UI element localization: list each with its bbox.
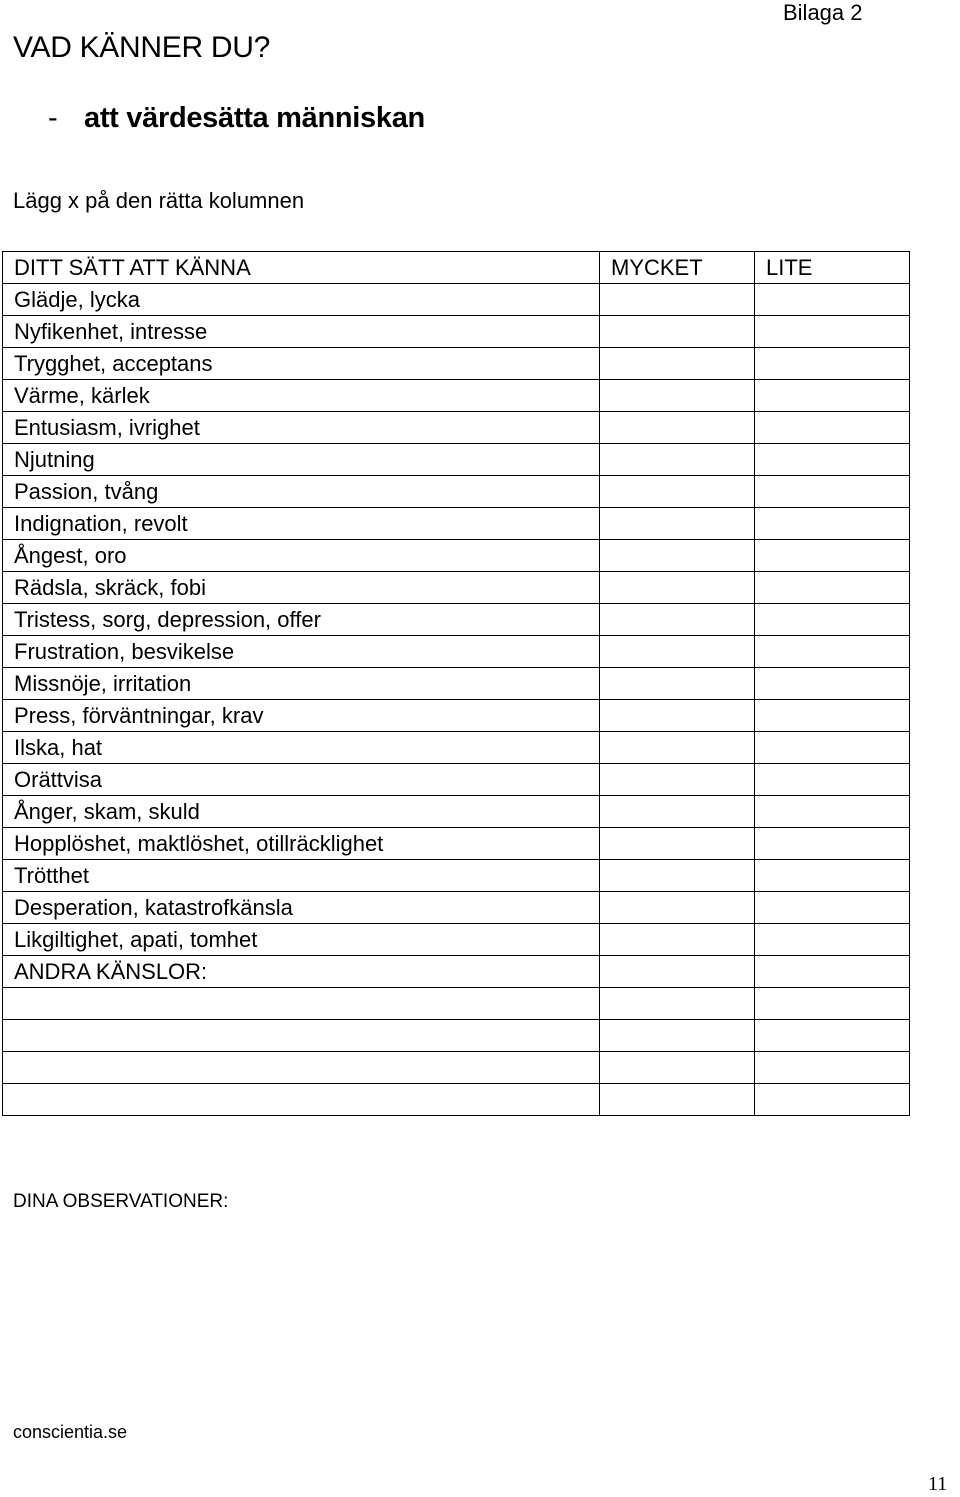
feeling-label: Missnöje, irritation bbox=[3, 668, 600, 700]
mycket-cell[interactable] bbox=[600, 476, 755, 508]
lite-cell[interactable] bbox=[755, 284, 910, 316]
table-row bbox=[3, 828, 910, 860]
mycket-cell[interactable] bbox=[600, 1052, 755, 1084]
lite-cell[interactable] bbox=[755, 348, 910, 380]
lite-cell[interactable] bbox=[755, 732, 910, 764]
lite-cell[interactable] bbox=[755, 860, 910, 892]
lite-cell[interactable] bbox=[755, 636, 910, 668]
lite-cell[interactable] bbox=[755, 1084, 910, 1116]
lite-cell[interactable] bbox=[755, 316, 910, 348]
feeling-label: Press, förväntningar, krav bbox=[3, 700, 600, 732]
table-row bbox=[3, 604, 910, 636]
table-row bbox=[3, 764, 910, 796]
mycket-cell[interactable] bbox=[600, 636, 755, 668]
mycket-cell[interactable] bbox=[600, 604, 755, 636]
mycket-cell[interactable] bbox=[600, 572, 755, 604]
feeling-label: Likgiltighet, apati, tomhet bbox=[3, 924, 600, 956]
table-row bbox=[3, 700, 910, 732]
lite-cell[interactable] bbox=[755, 508, 910, 540]
feeling-label: Frustration, besvikelse bbox=[3, 636, 600, 668]
lite-cell[interactable] bbox=[755, 764, 910, 796]
page-subtitle bbox=[48, 100, 425, 136]
lite-cell[interactable] bbox=[755, 892, 910, 924]
table-row bbox=[3, 1020, 910, 1052]
lite-cell[interactable] bbox=[755, 924, 910, 956]
footer-site: conscientia.se bbox=[13, 1422, 128, 1442]
lite-cell[interactable] bbox=[755, 604, 910, 636]
mycket-cell[interactable] bbox=[600, 348, 755, 380]
table-row bbox=[3, 572, 910, 604]
lite-cell[interactable] bbox=[755, 1020, 910, 1052]
lite-cell[interactable] bbox=[755, 540, 910, 572]
lite-cell[interactable] bbox=[755, 476, 910, 508]
feeling-label: Orättvisa bbox=[3, 764, 600, 796]
mycket-cell[interactable] bbox=[600, 956, 755, 988]
lite-cell[interactable] bbox=[755, 988, 910, 1020]
lite-cell[interactable] bbox=[755, 444, 910, 476]
table-row bbox=[3, 380, 910, 412]
attachment-label: Bilaga 2 bbox=[783, 0, 863, 25]
table-row bbox=[3, 956, 910, 988]
feeling-label: Glädje, lycka bbox=[3, 284, 600, 316]
feeling-label bbox=[3, 988, 600, 1020]
mycket-cell[interactable] bbox=[600, 444, 755, 476]
mycket-cell[interactable] bbox=[600, 316, 755, 348]
feelings-table-body bbox=[3, 252, 910, 1116]
feeling-label: Trygghet, acceptans bbox=[3, 348, 600, 380]
table-row bbox=[3, 988, 910, 1020]
table-row bbox=[3, 348, 910, 380]
table-row bbox=[3, 1052, 910, 1084]
table-row bbox=[3, 892, 910, 924]
lite-cell[interactable] bbox=[755, 956, 910, 988]
table-row bbox=[3, 508, 910, 540]
feeling-label bbox=[3, 1020, 600, 1052]
page-title: VAD KÄNNER DU? bbox=[13, 31, 270, 64]
header-mycket: MYCKET bbox=[600, 252, 755, 284]
feeling-label bbox=[3, 1052, 600, 1084]
mycket-cell[interactable] bbox=[600, 540, 755, 572]
mycket-cell[interactable] bbox=[600, 668, 755, 700]
feeling-label: Nyfikenhet, intresse bbox=[3, 316, 600, 348]
mycket-cell[interactable] bbox=[600, 892, 755, 924]
feeling-label: Rädsla, skräck, fobi bbox=[3, 572, 600, 604]
table-row bbox=[3, 284, 910, 316]
feeling-label: Värme, kärlek bbox=[3, 380, 600, 412]
header-lite: LITE bbox=[755, 252, 910, 284]
mycket-cell[interactable] bbox=[600, 1084, 755, 1116]
mycket-cell[interactable] bbox=[600, 380, 755, 412]
mycket-cell[interactable] bbox=[600, 796, 755, 828]
table-row bbox=[3, 476, 910, 508]
table-row bbox=[3, 924, 910, 956]
feeling-label: Ångest, oro bbox=[3, 540, 600, 572]
mycket-cell[interactable] bbox=[600, 860, 755, 892]
table-row bbox=[3, 732, 910, 764]
table-row bbox=[3, 860, 910, 892]
feeling-label bbox=[3, 1084, 600, 1116]
mycket-cell[interactable] bbox=[600, 988, 755, 1020]
mycket-cell[interactable] bbox=[600, 1020, 755, 1052]
instruction-text: Lägg x på den rätta kolumnen bbox=[13, 188, 305, 213]
feeling-label: Njutning bbox=[3, 444, 600, 476]
mycket-cell[interactable] bbox=[600, 284, 755, 316]
table-row bbox=[3, 668, 910, 700]
table-row bbox=[3, 316, 910, 348]
page-number: 11 bbox=[928, 1473, 948, 1495]
table-row bbox=[3, 636, 910, 668]
feeling-label: Indignation, revolt bbox=[3, 508, 600, 540]
subtitle-text: att värdesätta människan bbox=[84, 102, 425, 134]
feeling-label: Desperation, katastrofkänsla bbox=[3, 892, 600, 924]
lite-cell[interactable] bbox=[755, 668, 910, 700]
feeling-label: Hopplöshet, maktlöshet, otillräcklighet bbox=[3, 828, 600, 860]
lite-cell[interactable] bbox=[755, 412, 910, 444]
feeling-label: Trötthet bbox=[3, 860, 600, 892]
table-row bbox=[3, 412, 910, 444]
table-header-row bbox=[3, 252, 910, 284]
subtitle-dash: - bbox=[48, 102, 58, 134]
mycket-cell[interactable] bbox=[600, 412, 755, 444]
table-row bbox=[3, 444, 910, 476]
mycket-cell[interactable] bbox=[600, 764, 755, 796]
table-row bbox=[3, 796, 910, 828]
feeling-label: ANDRA KÄNSLOR: bbox=[3, 956, 600, 988]
mycket-cell[interactable] bbox=[600, 924, 755, 956]
table-row bbox=[3, 540, 910, 572]
feeling-label: Tristess, sorg, depression, offer bbox=[3, 604, 600, 636]
table-row bbox=[3, 1084, 910, 1116]
lite-cell[interactable] bbox=[755, 572, 910, 604]
mycket-cell[interactable] bbox=[600, 828, 755, 860]
feeling-label: Ilska, hat bbox=[3, 732, 600, 764]
observations-label: DINA OBSERVATIONER: bbox=[13, 1191, 229, 1212]
lite-cell[interactable] bbox=[755, 380, 910, 412]
lite-cell[interactable] bbox=[755, 1052, 910, 1084]
feelings-table bbox=[2, 251, 910, 1116]
mycket-cell[interactable] bbox=[600, 508, 755, 540]
feeling-label: Entusiasm, ivrighet bbox=[3, 412, 600, 444]
feeling-label: Passion, tvång bbox=[3, 476, 600, 508]
lite-cell[interactable] bbox=[755, 700, 910, 732]
mycket-cell[interactable] bbox=[600, 732, 755, 764]
header-feeling: DITT SÄTT ATT KÄNNA bbox=[3, 252, 600, 284]
feeling-label: Ånger, skam, skuld bbox=[3, 796, 600, 828]
mycket-cell[interactable] bbox=[600, 700, 755, 732]
lite-cell[interactable] bbox=[755, 828, 910, 860]
lite-cell[interactable] bbox=[755, 796, 910, 828]
